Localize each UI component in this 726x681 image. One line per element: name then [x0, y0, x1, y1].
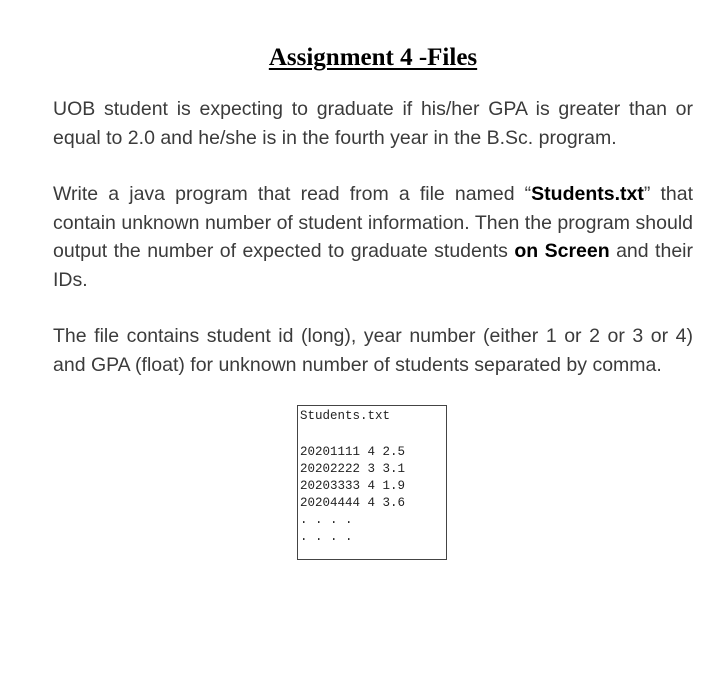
file-ellipsis: . . . .: [300, 513, 353, 527]
paragraph-graduation-rule: UOB student is expecting to graduate if his/her GPA is greater than or equal to 2.0 and he/she is in the fourth year in the B.Sc. program.: [53, 98, 693, 149]
task-text-part3: and their IDs.: [53, 240, 693, 291]
file-row: 20203333 4 1.9: [300, 479, 406, 493]
file-ellipsis: . . . .: [300, 530, 353, 544]
sample-file-rows: [300, 444, 446, 546]
task-filename: Students.txt: [531, 183, 644, 205]
sample-file-box: [297, 405, 447, 560]
task-text-part1: Write a java program that read from a file named “: [53, 183, 532, 205]
file-row: 20204444 4 3.6: [300, 496, 406, 510]
paragraph-file-format: The file contains student id (long), year number (either 1 or 2 or 3 or 4) and GPA (float) for unknown number of students separated by comma.: [53, 325, 693, 376]
task-emphasis: on Screen: [514, 240, 610, 262]
sample-file-name: Students.txt: [300, 409, 391, 423]
task-text-part2: ” that contain unknown number of student information. Then the program should output the number of expected to graduate students: [53, 183, 693, 262]
file-row: 20201111 4 2.5: [300, 445, 406, 459]
assignment-title: Assignment 4 -Files: [268, 44, 478, 71]
file-row: 20202222 3 3.1: [300, 462, 406, 476]
paragraph-task-description: [53, 180, 693, 294]
